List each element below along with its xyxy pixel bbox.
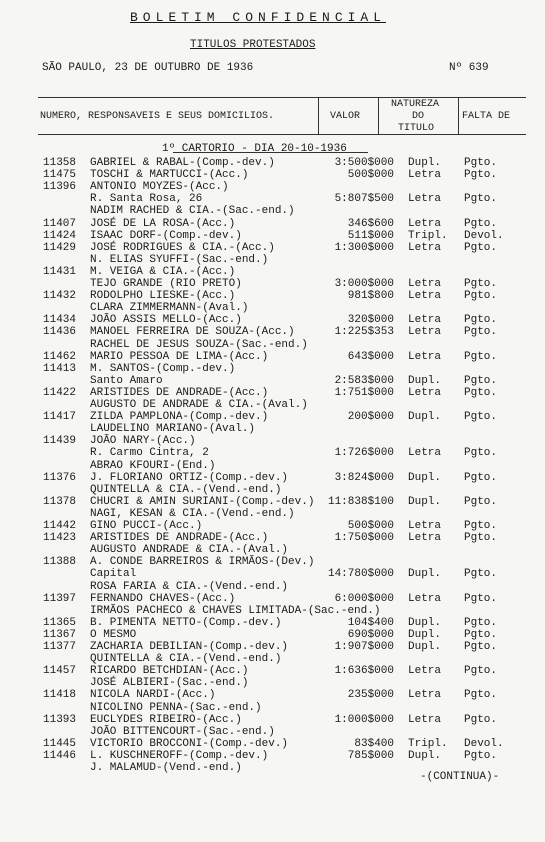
amount: 1:907$000 bbox=[334, 641, 394, 653]
responsible-party: O MESMO bbox=[90, 628, 137, 641]
responsible-party: JOSÉ DE LA ROSA-(Acc.) bbox=[90, 217, 236, 230]
protest-reason: Pgto. bbox=[464, 217, 498, 230]
column-divider bbox=[458, 98, 459, 134]
protest-number: 11429 bbox=[43, 241, 77, 254]
table-row bbox=[0, 665, 545, 677]
document-type: Dupl. bbox=[408, 495, 442, 508]
responsible-party: RICARDO BETCHDIAN-(Acc.) bbox=[90, 665, 249, 678]
document-type: Dupl. bbox=[408, 749, 442, 762]
protest-reason: Pgto. bbox=[464, 665, 498, 678]
amount: 320$000 bbox=[347, 314, 394, 327]
responsible-party: JOÃO NARY-(Acc.) bbox=[90, 435, 196, 448]
protest-reason: Devol. bbox=[464, 737, 504, 750]
responsible-party: TEJO GRANDE (RIO PRETO) bbox=[90, 278, 242, 290]
protest-reason: Pgto. bbox=[464, 193, 498, 206]
table-row bbox=[0, 605, 545, 617]
protest-number: 11475 bbox=[43, 169, 77, 182]
protest-reason: Pgto. bbox=[464, 520, 498, 532]
responsible-party: ABRAO KFOURI-(End.) bbox=[90, 459, 216, 472]
table-row bbox=[0, 193, 545, 205]
table-row bbox=[0, 520, 545, 532]
protest-number: 11422 bbox=[43, 386, 77, 399]
document-type: Letra bbox=[408, 447, 442, 460]
amount: 5:807$500 bbox=[334, 193, 394, 206]
protest-reason: Pgto. bbox=[464, 592, 498, 605]
protest-reason: Pgto. bbox=[464, 471, 498, 484]
protest-reason: Pgto. bbox=[464, 241, 498, 254]
table-row bbox=[0, 399, 545, 411]
column-header-natureza-do: DO bbox=[412, 111, 425, 122]
protest-number: 11367 bbox=[43, 628, 77, 641]
document-type: Tripl. bbox=[408, 229, 448, 242]
responsible-party: JOSÉ ALBIERI-(Sac.-end.) bbox=[90, 677, 249, 690]
column-header-valor: VALOR bbox=[330, 111, 361, 122]
responsible-party: NICOLINO PENNA-(Sac.-end.) bbox=[90, 701, 262, 714]
protest-reason: Pgto. bbox=[464, 169, 498, 182]
protest-number: 11393 bbox=[43, 713, 77, 726]
responsible-party: QUINTELLA & CIA.-(Vend.-end.) bbox=[90, 483, 282, 496]
amount: 235$000 bbox=[347, 689, 394, 702]
table-row bbox=[0, 375, 545, 387]
responsible-party: L. KUSCHNEROFF-(Comp.-dev.) bbox=[90, 749, 269, 762]
document-type: Letra bbox=[408, 278, 442, 290]
table-row bbox=[0, 472, 545, 484]
protest-number: 11388 bbox=[43, 556, 77, 569]
amount: 1:300$000 bbox=[334, 241, 394, 254]
table-row bbox=[0, 169, 545, 181]
amount: 981$800 bbox=[347, 290, 394, 303]
responsible-party: AUGUSTO ANDRADE & CIA.-(Aval.) bbox=[90, 544, 289, 557]
amount: 346$600 bbox=[347, 217, 394, 230]
protest-reason: Pgto. bbox=[464, 374, 498, 387]
table-row bbox=[0, 677, 545, 689]
bulletin-number: Nº 639 bbox=[449, 62, 489, 74]
amount: 690$000 bbox=[347, 628, 394, 641]
amount: 500$000 bbox=[347, 169, 394, 182]
protest-number: 11462 bbox=[43, 350, 77, 363]
protest-reason: Pgto. bbox=[464, 628, 498, 641]
protest-reason: Pgto. bbox=[464, 411, 498, 424]
header-bottom-rule bbox=[38, 134, 526, 135]
protest-number: 11424 bbox=[43, 229, 77, 242]
protest-number: 11378 bbox=[43, 495, 77, 508]
document-type: Letra bbox=[408, 386, 442, 399]
protest-number: 11439 bbox=[43, 435, 77, 448]
table-row bbox=[0, 326, 545, 338]
amount: 1:751$000 bbox=[334, 386, 394, 399]
responsible-party: NADIM RACHED & CIA.-(Sac.-end.) bbox=[90, 205, 295, 218]
protest-reason: Pgto. bbox=[464, 157, 498, 169]
amount: 1:636$000 bbox=[334, 665, 394, 678]
protest-reason: Pgto. bbox=[464, 495, 498, 508]
column-divider bbox=[378, 98, 379, 134]
responsible-party: MARIO PESSOA DE LIMA-(Acc.) bbox=[90, 350, 269, 363]
amount: 500$000 bbox=[347, 520, 394, 532]
table-row bbox=[0, 593, 545, 605]
responsible-party: JOÃO BITTENCOURT-(Sac.-end.) bbox=[90, 725, 275, 738]
document-type: Dupl. bbox=[408, 374, 442, 387]
responsible-party: CLARA ZIMMERMANN-(Aval.) bbox=[90, 302, 249, 315]
protest-number: 11432 bbox=[43, 290, 77, 303]
document-type: Dupl. bbox=[408, 641, 442, 653]
column-header-falta: FALTA DE bbox=[462, 111, 511, 122]
document-type: Dupl. bbox=[408, 616, 442, 629]
responsible-party: NAGI, KESAN & CIA.-(Vend.-end.) bbox=[90, 507, 295, 520]
protest-number: 11423 bbox=[43, 532, 77, 545]
table-row bbox=[0, 205, 545, 217]
document-type: Letra bbox=[408, 217, 442, 230]
table-row bbox=[0, 508, 545, 520]
section-underline bbox=[173, 152, 368, 153]
document-type: Letra bbox=[408, 520, 442, 532]
responsible-party: ZILDA PAMPLONA-(Comp.-dev.) bbox=[90, 411, 269, 424]
protest-reason: Pgto. bbox=[464, 278, 498, 290]
table-row bbox=[0, 266, 545, 278]
document-type: Dupl. bbox=[408, 157, 442, 169]
table-row bbox=[0, 738, 545, 750]
responsible-party: N. ELIAS SYUFFI-(Sac.-end.) bbox=[90, 253, 269, 266]
protest-reason: Pgto. bbox=[464, 350, 498, 363]
document-type: Tripl. bbox=[408, 737, 448, 750]
responsible-party: GABRIEL & RABAL-(Comp.-dev.) bbox=[90, 157, 275, 169]
protest-number: 11365 bbox=[43, 616, 77, 629]
protest-number: 11457 bbox=[43, 665, 77, 678]
responsible-party: LAUDELINO MARIANO-(Aval.) bbox=[90, 423, 256, 436]
protest-reason: Pgto. bbox=[464, 290, 498, 303]
amount: 643$000 bbox=[347, 350, 394, 363]
table-row bbox=[0, 387, 545, 399]
document-type: Letra bbox=[408, 290, 442, 303]
table-row bbox=[0, 363, 545, 375]
table-row bbox=[0, 629, 545, 641]
amount: 3:000$000 bbox=[334, 278, 394, 290]
table-row bbox=[0, 302, 545, 314]
responsible-party: VICTORIO BROCCONI-(Comp.-dev.) bbox=[90, 737, 289, 750]
table-row bbox=[0, 230, 545, 242]
amount: 2:583$000 bbox=[334, 374, 394, 387]
table-row bbox=[0, 556, 545, 568]
section-heading: 1º CARTORIO - DIA 20-10-1936 bbox=[162, 143, 347, 155]
table-row bbox=[0, 496, 545, 508]
protest-reason: Pgto. bbox=[464, 749, 498, 762]
document-type: Letra bbox=[408, 665, 442, 678]
protest-number: 11434 bbox=[43, 314, 77, 327]
table-row bbox=[0, 242, 545, 254]
table-row bbox=[0, 532, 545, 544]
protest-number: 11442 bbox=[43, 520, 77, 532]
protest-reason: Pgto. bbox=[464, 713, 498, 726]
protest-reason: Pgto. bbox=[464, 641, 498, 653]
table-row bbox=[0, 702, 545, 714]
table-row bbox=[0, 351, 545, 363]
responsible-party: J. FLORIANO ORTIZ-(Comp.-dev.) bbox=[90, 471, 289, 484]
responsible-party: CHUCRI & AMIN SURIANI-(Comp.-dev.) bbox=[90, 495, 315, 508]
table-row bbox=[0, 581, 545, 593]
protest-number: 11396 bbox=[43, 181, 77, 194]
amount: 11:838$100 bbox=[327, 495, 394, 508]
protest-number: 11431 bbox=[43, 265, 77, 278]
dateline: SÃO PAULO, 23 DE OUTUBRO DE 1936 bbox=[42, 62, 254, 74]
protest-number: 11376 bbox=[43, 471, 77, 484]
table-row bbox=[0, 339, 545, 351]
protest-reason: Pgto. bbox=[464, 314, 498, 327]
document-type: Letra bbox=[408, 314, 442, 327]
table-row bbox=[0, 278, 545, 290]
amount: 104$400 bbox=[347, 616, 394, 629]
responsible-party: MANOEL FERREIRA DE SOUZA-(Acc.) bbox=[90, 326, 295, 339]
responsible-party: Santo Amaro bbox=[90, 374, 163, 387]
responsible-party: ZACHARIA DEBILIAN-(Comp.-dev.) bbox=[90, 641, 289, 653]
table-row bbox=[0, 314, 545, 326]
responsible-party: ANTONIO MOYZES-(Acc.) bbox=[90, 181, 229, 194]
table-row bbox=[0, 460, 545, 472]
header-top-rule bbox=[38, 97, 526, 98]
protest-reason: Devol. bbox=[464, 229, 504, 242]
table-row bbox=[0, 290, 545, 302]
amount: 785$000 bbox=[347, 749, 394, 762]
column-header-numero: NUMERO, RESPONSAVEIS E SEUS DOMICILIOS. bbox=[40, 111, 275, 122]
amount: 1:000$000 bbox=[334, 713, 394, 726]
table-row bbox=[0, 254, 545, 266]
table-row bbox=[0, 423, 545, 435]
protest-number: 11358 bbox=[43, 157, 77, 169]
table-row bbox=[0, 544, 545, 556]
protest-number: 11418 bbox=[43, 689, 77, 702]
responsible-party: QUINTELLA & CIA.-(Vend.-end.) bbox=[90, 653, 282, 666]
responsible-party: M. SANTOS-(Comp.-dev.) bbox=[90, 362, 236, 375]
responsible-party: ROSA FARIA & CIA.-(Vend.-end.) bbox=[90, 580, 289, 593]
amount: 1:726$000 bbox=[334, 447, 394, 460]
amount: 83$400 bbox=[354, 737, 394, 750]
responsible-party: B. PIMENTA NETTO-(Comp.-dev.) bbox=[90, 616, 282, 629]
responsible-party: RACHEL DE JESUS SOUZA-(Sac.-end.) bbox=[90, 338, 308, 351]
protest-number: 11417 bbox=[43, 411, 77, 424]
table-row bbox=[0, 653, 545, 665]
responsible-party: ARISTIDES DE ANDRADE-(Acc.) bbox=[90, 532, 269, 545]
table-row bbox=[0, 750, 545, 762]
document-type: Letra bbox=[408, 532, 442, 545]
protest-reason: Pgto. bbox=[464, 689, 498, 702]
amount: 14:780$000 bbox=[327, 568, 394, 581]
page-title: BOLETIM CONFIDENCIAL bbox=[130, 10, 387, 25]
protest-number: 11377 bbox=[43, 641, 77, 653]
table-row bbox=[0, 568, 545, 580]
protest-number: 11445 bbox=[43, 737, 77, 750]
protest-number: 11446 bbox=[43, 749, 77, 762]
document-type: Dupl. bbox=[408, 628, 442, 641]
responsible-party: A. CONDE BARREIROS & IRMÃOS-(Dev.) bbox=[90, 556, 315, 569]
table-row bbox=[0, 435, 545, 447]
document-type: Letra bbox=[408, 592, 442, 605]
responsible-party: Capital bbox=[90, 568, 137, 581]
amount: 6:000$000 bbox=[334, 592, 394, 605]
document-type: Dupl. bbox=[408, 471, 442, 484]
document-type: Letra bbox=[408, 169, 442, 182]
table-row bbox=[0, 689, 545, 701]
protest-reason: Pgto. bbox=[464, 447, 498, 460]
responsible-party: FERNANDO CHAVES-(Acc.) bbox=[90, 592, 236, 605]
responsible-party: M. VEIGA & CIA.-(Acc.) bbox=[90, 265, 236, 278]
amount: 1:750$000 bbox=[334, 532, 394, 545]
document-type: Dupl. bbox=[408, 568, 442, 581]
responsible-party: TOSCHI & MARTUCCI-(Acc.) bbox=[90, 169, 249, 182]
protest-number: 11407 bbox=[43, 217, 77, 230]
responsible-party: J. MALAMUD-(Vend.-end.) bbox=[90, 762, 242, 774]
responsible-party: AUGUSTO DE ANDRADE & CIA.-(Aval.) bbox=[90, 399, 308, 411]
protest-number: 11436 bbox=[43, 326, 77, 339]
protest-reason: Pgto. bbox=[464, 532, 498, 545]
table-row bbox=[0, 157, 545, 169]
responsible-party: ISAAC DORF-(Comp.-dev.) bbox=[90, 229, 242, 242]
amount: 1:225$353 bbox=[334, 326, 394, 339]
responsible-party: JOÃO ASSIS MELLO-(Acc.) bbox=[90, 314, 242, 327]
responsible-party: IRMÃOS PACHECO & CHAVES LIMITADA-(Sac.-end.) bbox=[90, 604, 381, 617]
document-type: Letra bbox=[408, 193, 442, 206]
responsible-party: NICOLA NARDI-(Acc.) bbox=[90, 689, 216, 702]
protest-reason: Pgto. bbox=[464, 568, 498, 581]
table-row bbox=[0, 484, 545, 496]
amount: 200$000 bbox=[347, 411, 394, 424]
document-type: Letra bbox=[408, 689, 442, 702]
document-type: Dupl. bbox=[408, 411, 442, 424]
table-row bbox=[0, 641, 545, 653]
document-type: Letra bbox=[408, 350, 442, 363]
protest-reason: Pgto. bbox=[464, 616, 498, 629]
responsible-party: ARISTIDES DE ANDRADE-(Acc.) bbox=[90, 386, 269, 399]
column-divider bbox=[318, 98, 319, 134]
table-row bbox=[0, 218, 545, 230]
protest-reason: Pgto. bbox=[464, 386, 498, 399]
column-header-natureza: NATUREZA bbox=[391, 99, 440, 110]
protest-reason: Pgto. bbox=[464, 326, 498, 339]
responsible-party: RODOLPHO LIESKE-(Acc.) bbox=[90, 290, 236, 303]
table-row bbox=[0, 447, 545, 459]
table-row bbox=[0, 411, 545, 423]
document-type: Letra bbox=[408, 326, 442, 339]
responsible-party: R. Carmo Cintra, 2 bbox=[90, 447, 209, 460]
responsible-party: GINO PUCCI-(Acc.) bbox=[90, 520, 203, 532]
protest-number: 11397 bbox=[43, 592, 77, 605]
amount: 511$000 bbox=[347, 229, 394, 242]
page-subtitle: TITULOS PROTESTADOS bbox=[190, 39, 316, 51]
table-row bbox=[0, 181, 545, 193]
document-type: Letra bbox=[408, 713, 442, 726]
protest-number: 11413 bbox=[43, 362, 77, 375]
document-type: Letra bbox=[408, 241, 442, 254]
continued-marker: -(CONTINUA)- bbox=[420, 771, 500, 783]
responsible-party: R. Santa Rosa, 26 bbox=[90, 193, 203, 206]
table-row bbox=[0, 617, 545, 629]
amount: 3:824$000 bbox=[334, 471, 394, 484]
column-header-titulo: TITULO bbox=[398, 123, 435, 134]
responsible-party: JOSÉ RODRIGUES & CIA.-(Acc.) bbox=[90, 241, 275, 254]
table-row bbox=[0, 714, 545, 726]
responsible-party: EUCLYDES RIBEIRO-(Acc.) bbox=[90, 713, 242, 726]
amount: 3:500$000 bbox=[334, 157, 394, 169]
table-row bbox=[0, 726, 545, 738]
